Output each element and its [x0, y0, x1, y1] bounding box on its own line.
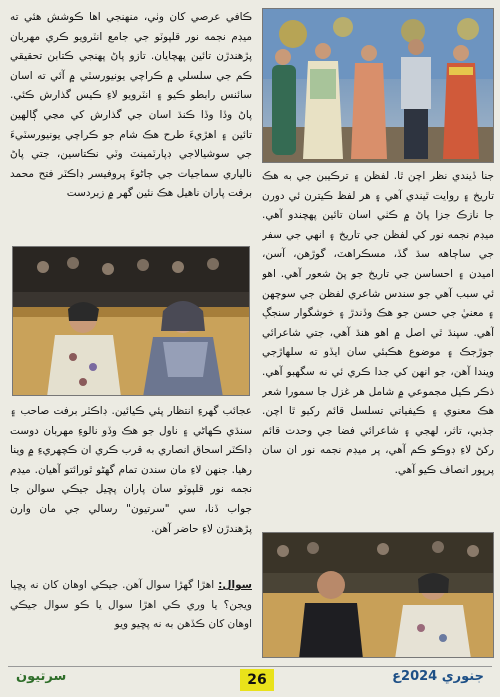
two-women-photo [12, 246, 250, 396]
left-column-paragraph-1 [10, 8, 252, 242]
question-block [10, 576, 252, 656]
left-column-paragraph-2 [10, 402, 252, 572]
footer-rule [8, 666, 492, 667]
group-photo-illustration [263, 9, 494, 163]
man-and-woman-illustration [263, 533, 494, 658]
right-column-paragraph [262, 167, 494, 527]
issue-date: جنوري 2024ع [392, 669, 484, 684]
question-label: سوال: [218, 579, 252, 591]
page-number: 26 [240, 669, 274, 691]
man-and-woman-photo [262, 532, 494, 658]
page-footer [8, 668, 492, 692]
left-paragraph-1-text: ڪافي عرصي کان وٺي، منهنجي اها ڪوشش هئي ته ميڊم نجمه نور قلپوٽو جي جامع انٽرويو ڪري مهربان پڙهندڙن تائين پهچايان. تازو پاڻ پهنجي ڪتابن تحقيقي ڪم جي سلسلي ۾ ڪراچي يونيورسٽي ۾ آئي ته اسان سائنس رابطو ڪيو ۽ انٽرويو لاءِ ڪيس گذارش ڪئي. پاڻ وڏا وڏا ڪنڌ اسان جي گذارش کي مڃي ڳالهين تائين ۽ اهڙيءَ طرح هڪ شام جو ڪراچي يونيورسٽيءَ جي سوشيالاجي ڊپارٽمينٽ وٽي نڪتاسين، جتي پاڻ نالياري سماجيات جي ڄاڻوءَ پروفيسر ڊاڪٽر فتح محمد برفت پاران ناهيل هڪ نئين گهر ۾ زبردست [10, 11, 252, 200]
group-photo [262, 8, 494, 163]
left-paragraph-2-text: عجائب گهرءِ انتظار پئي ڪيائين. ڊاڪٽر برفت صاحب ۽ سنڌي ڪهاڻي ۽ ناول جو هڪ وڏو نالوءِ مهربان دوست ڊاڪٽر اسحاق انصاري به قرب ڪري ان ڪچهريءِ ۾ وينا رهيا. جنهن لاءِ مان سندن تمام گهڻو ٿورائتو آهيان. ميڊم نجمه نور قلپوٽو سان پاران پڇيل جيڪي سوالن جا جواب ڏنا، سي "سرتيون" رسالي جي مان وارن پڙهندڙن لاءِ حاضر آهن. [10, 405, 252, 535]
magazine-name: سرتيون [16, 669, 67, 684]
right-paragraph-text: جنا ڏيندي نظر اچن ٿا. لفظن ۽ ترڪيبن جي به هڪ تاريخ ۽ روايت ٿيندي آهي ۽ هر لفظ ڪيترن ئي دورن جا نازڪ جزا پاڻ ۾ ڪٺي اسان تائين پهچندو آهي. ميڊم نجمه نور کي لفظن جي تاريخ ۽ انهي جي سفر جي ساڄاهه سڌ گڏ، مسڪراهٽ، گوڙهن، آسن، اميدن ۽ احساسن جي تاريخ جو پڻ شعور آهي. اهو ئي سبب آهي جو سندس شاعري لفظن جي سوچهن ۽ معنيٰ جي حسن جو هڪ وڏندڙ ۽ خوشگوار سنجڳ آهي. سپنڌ ٿي اصل ۾ اهو هنڌ آهي، جتي شاعرائي جوڙجڪ ۽ موضوع هڪبئي سان ايڏو ته سلهاڙجي ويندا آهن، جو انهن کي جدا ڪري ئي نه سگهبو آهي. ذڪر ڪيل مجموعي ۾ شامل هر غزل جا سمورا شعر هڪ معنوي ۽ ڪيفياتي تسلسل قائم رکيو ٿا اچن. جذبي، تاثر، لهجي ۽ شاعرائي فضا جي وحدت قائم رکڻ لاءِ ڊوڪو ڪم آهي، پر ميڊم نجمه نور ان سان پرپور انصاف ڪيو آهي. [262, 170, 494, 476]
question-body: اهڙا گهڙا سوال آهن. جيڪي اوهان کان نه پڇيا ويجن؟ يا وري ڪي اهڙا سوال يا ڪو سوال جيڪي اوهان کان ڪڏهن به نه پڇيو ويو [10, 579, 252, 631]
question-text [10, 576, 252, 635]
two-women-illustration [13, 247, 250, 396]
